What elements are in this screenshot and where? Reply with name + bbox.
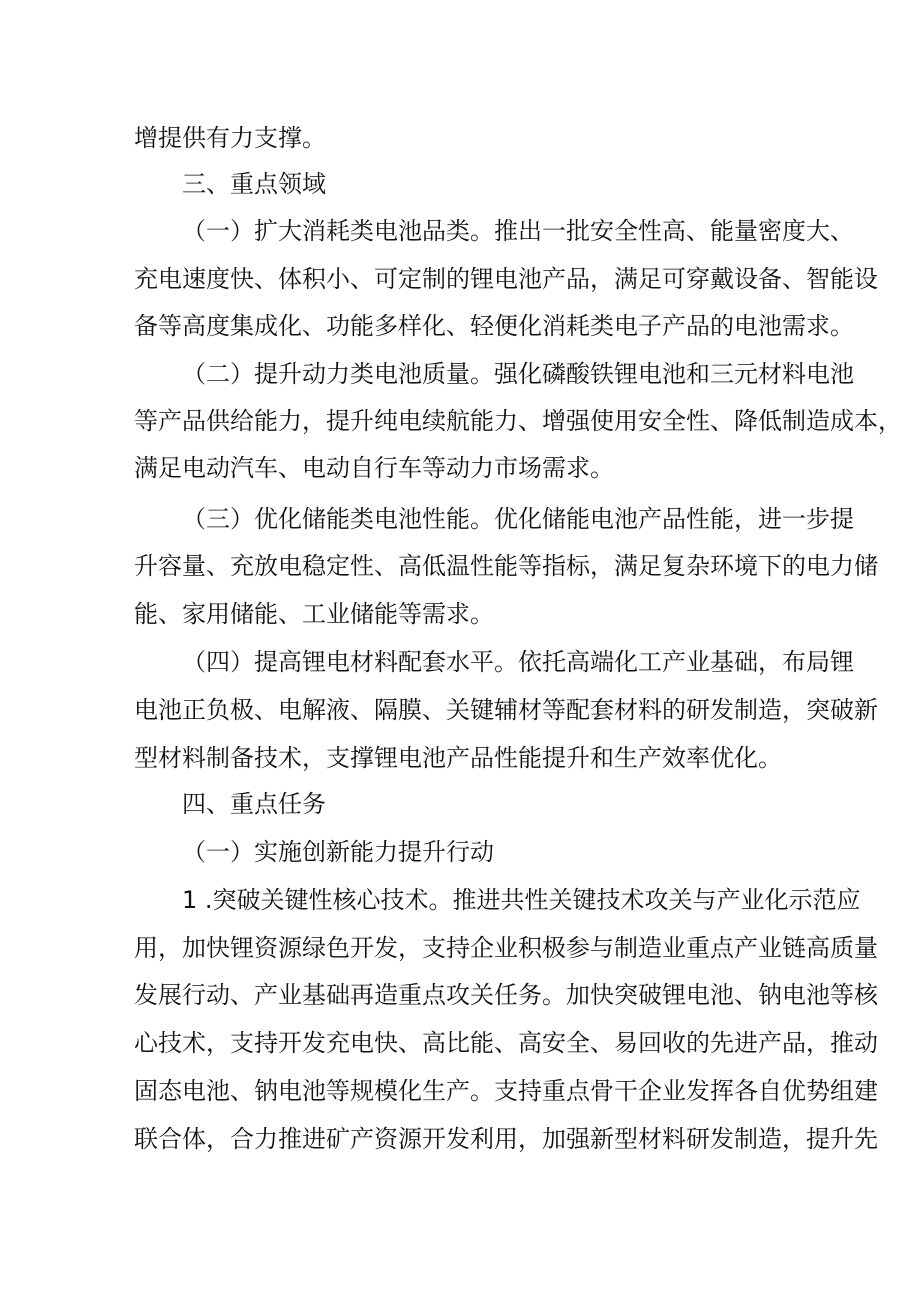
subsection-heading: （一）实施创新能力提升行动: [182, 838, 494, 866]
paragraph-first-line: （三）优化储能类电池性能。优化储能电池产品性能，进一步提: [182, 505, 854, 533]
text-line: [0, 207, 920, 255]
paragraph-first-line: （一）扩大消耗类电池品类。推出一批安全性高、能量密度大、: [182, 217, 854, 245]
text-line: [0, 780, 920, 828]
text-line: [0, 255, 920, 303]
section-heading-key-areas: 三、重点领域: [182, 170, 326, 198]
text-line: [0, 686, 920, 734]
paragraph-first-line: 1 .突破关键性核心技术。推进共性关键技术攻关与产业化示范应: [182, 886, 861, 914]
text-line: [0, 876, 920, 924]
text-line: [0, 1067, 920, 1115]
text-line: [0, 160, 920, 208]
text-line: [0, 542, 920, 590]
paragraph-line: 升容量、充放电稳定性、高低温性能等指标，满足复杂环境下的电力储: [134, 552, 878, 580]
paragraph-line: 备等高度集成化、功能多样化、轻便化消耗类电子产品的电池需求。: [134, 312, 854, 340]
paragraph-line: 等产品供给能力，提升纯电续航能力、增强使用安全性、降低制造成本，: [134, 407, 902, 435]
paragraph-line: 联合体，合力推进矿产资源开发利用，加强新型材料研发制造，提升先: [134, 1125, 878, 1153]
text-line: [0, 495, 920, 543]
paragraph-line: 充电速度快、体积小、可定制的锂电池产品，满足可穿戴设备、智能设: [134, 265, 878, 293]
text-line: [0, 1019, 920, 1067]
text-line: [0, 924, 920, 972]
paragraph-first-line: （四）提高锂电材料配套水平。依托高端化工产业基础，布局锂: [182, 648, 854, 676]
paragraph-line: 心技术，支持开发充电快、高比能、高安全、易回收的先进产品，推动: [134, 1029, 878, 1057]
paragraph-line: 能、家用储能、工业储能等需求。: [134, 600, 494, 628]
text-line: [0, 302, 920, 350]
text-line: [0, 590, 920, 638]
text-line: [0, 444, 920, 492]
paragraph-line: 满足电动汽车、电动自行车等动力市场需求。: [134, 454, 614, 482]
paragraph-line: 型材料制备技术，支撑锂电池产品性能提升和生产效率优化。: [134, 744, 782, 772]
text-line: [0, 1115, 920, 1163]
paragraph-line: 用，加快锂资源绿色开发，支持企业积极参与制造业重点产业链高质量: [134, 934, 878, 962]
text-line: [0, 350, 920, 398]
text-line: [0, 971, 920, 1019]
text-line: [0, 734, 920, 782]
paragraph-first-line: （二）提升动力类电池质量。强化磷酸铁锂电池和三元材料电池: [182, 360, 854, 388]
paragraph-line: 电池正负极、电解液、隔膜、关键辅材等配套材料的研发制造，突破新: [134, 696, 878, 724]
text-line: [0, 828, 920, 876]
text-line: [0, 114, 920, 162]
paragraph-line: 发展行动、产业基础再造重点攻关任务。加快突破锂电池、钠电池等核: [134, 981, 878, 1009]
text-line: [0, 638, 920, 686]
paragraph-continuation: 增提供有力支撑。: [134, 124, 326, 152]
paragraph-line: 固态电池、钠电池等规模化生产。支持重点骨干企业发挥各自优势组建: [134, 1077, 878, 1105]
section-heading-key-tasks: 四、重点任务: [182, 790, 326, 818]
text-line: [0, 397, 920, 445]
